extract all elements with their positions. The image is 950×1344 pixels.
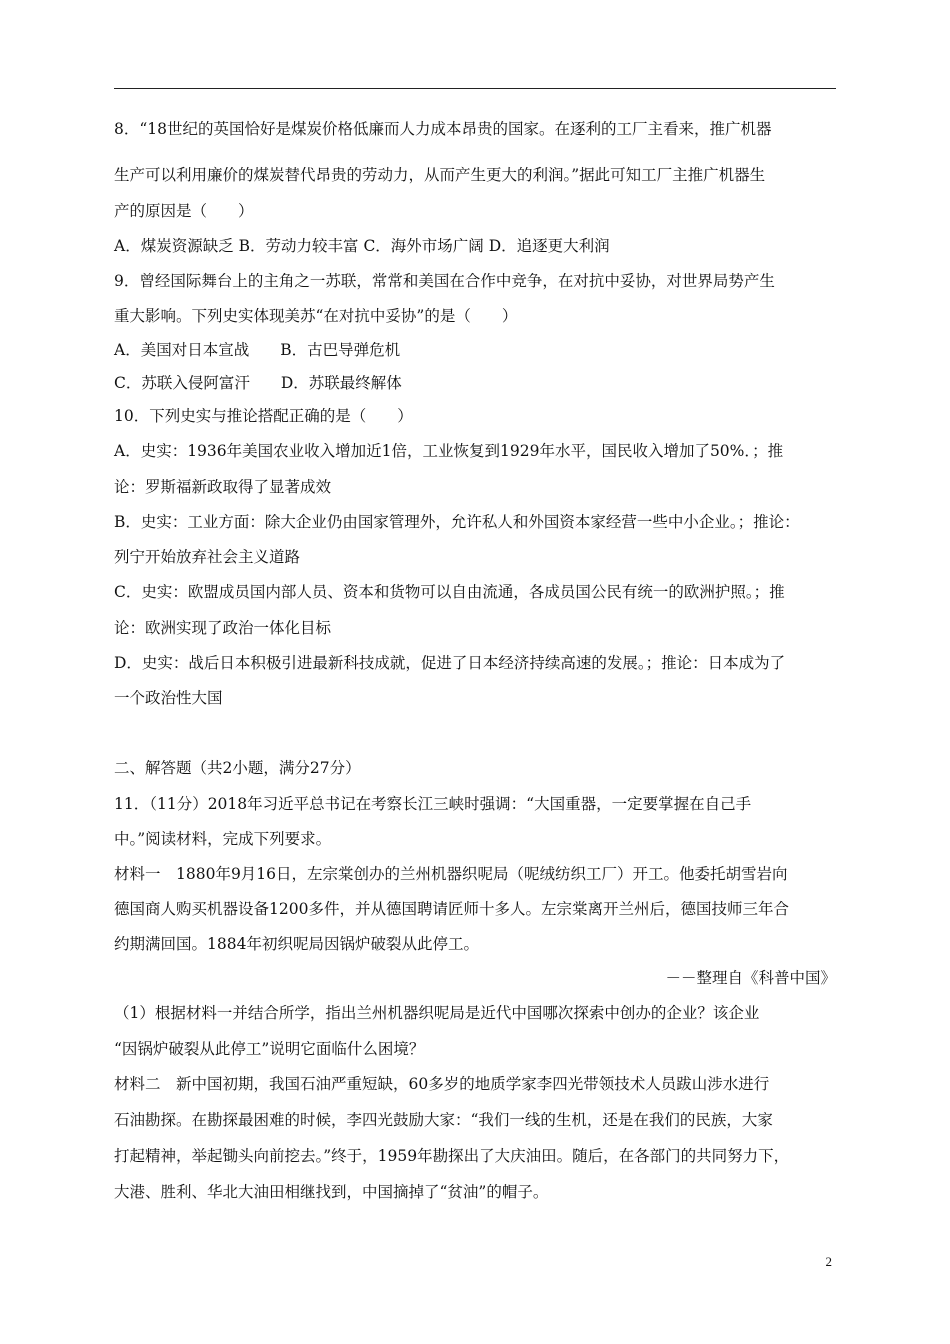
q10-option-a-line-1: A．史实：1936年美国农业收入增加近1倍，工业恢复到1929年水平，国民收入增加了50%．；推 — [114, 442, 784, 460]
q10-stem: 10．下列史实与推论搭配正确的是（ ） — [114, 407, 413, 425]
material-1-line-1: 材料一 1880年9月16日，左宗棠创办的兰州机器织呢局（呢绒纺织工厂）开工。他委托胡雪岩向 — [114, 865, 788, 883]
q10-option-c-line-2: 论：欧洲实现了政治一体化目标 — [114, 619, 332, 637]
q8-text-line-3: 产的原因是（ ） — [114, 202, 254, 220]
material-2-line-1: 材料二 新中国初期，我国石油严重短缺，60多岁的地质学家李四光带领技术人员跋山涉水进行 — [114, 1075, 770, 1093]
q11-part-1-line-1: （1）根据材料一并结合所学，指出兰州机器织呢局是近代中国哪次探索中创办的企业？该企业 — [114, 1004, 760, 1022]
material-2-line-2: 石油勘探。在勘探最困难的时候，李四光鼓励大家：“我们一线的生机，还是在我们的民族，大家 — [114, 1111, 773, 1129]
q9-options-cd: C．苏联入侵阿富汗 D．苏联最终解体 — [114, 374, 402, 392]
material-1-line-2: 德国商人购买机器设备1200多件，并从德国聘请匠师十多人。左宗棠离开兰州后，德国技师三年合 — [114, 900, 789, 918]
q10-option-b-line-2: 列宁开始放弃社会主义道路 — [114, 548, 301, 566]
section-heading: 二、解答题（共2小题，满分27分） — [114, 759, 361, 777]
q10-option-d-line-2: 一个政治性大国 — [114, 689, 223, 707]
q10-option-a-line-2: 论：罗斯福新政取得了显著成效 — [114, 478, 332, 496]
q10-option-b-line-1: B．史实：工业方面：除大企业仍由国家管理外，允许私人和外国资本家经营一些中小企业。；推论： — [114, 513, 800, 531]
material-2-line-3: 打起精神，举起锄头向前挖去。”终于，1959年勘探出了大庆油田。随后，在各部门的共同努力下， — [114, 1147, 790, 1165]
material-1-source: －－整理自《科普中国》 — [665, 969, 836, 987]
q8-text-line-2: 生产可以利用廉价的煤炭替代昂贵的劳动力，从而产生更大的利润。”据此可知工厂主推广机器生 — [114, 166, 766, 184]
page-number: 2 — [825, 1254, 832, 1269]
q9-text-line-1: 9．曾经国际舞台上的主角之一苏联，常常和美国在合作中竞争，在对抗中妥协，对世界局势产生 — [114, 272, 775, 290]
material-1-line-3: 约期满回国。1884年初织呢局因锅炉破裂从此停工。 — [114, 935, 479, 953]
q8-options: A．煤炭资源缺乏 B．劳动力较丰富 C．海外市场广阔 D．追逐更大利润 — [114, 237, 610, 255]
q11-part-1-line-2: “因锅炉破裂从此停工”说明它面临什么困境？ — [114, 1040, 425, 1058]
q10-option-c-line-1: C．史实：欧盟成员国内部人员、资本和货物可以自由流通，各成员国公民有统一的欧洲护照。；推 — [114, 583, 785, 601]
q9-text-line-2: 重大影响。下列史实体现美苏“在对抗中妥协”的是（ ） — [114, 307, 518, 325]
material-2-line-4: 大港、胜利、华北大油田相继找到，中国摘掉了“贫油”的帽子。 — [114, 1183, 549, 1201]
q11-stem-line-1: 11．（11分）2018年习近平总书记在考察长江三峡时强调：“大国重器，一定要掌握在自己手 — [114, 795, 752, 813]
header-rule — [114, 88, 836, 89]
q8-text-line-1: 8．“18世纪的英国恰好是煤炭价格低廉而人力成本昂贵的国家。在逐利的工厂主看来，推广机器 — [114, 120, 772, 138]
q10-option-d-line-1: D．史实：战后日本积极引进最新科技成就，促进了日本经济持续高速的发展。；推论：日本成为了 — [114, 654, 786, 672]
q11-stem-line-2: 中。”阅读材料，完成下列要求。 — [114, 830, 332, 848]
q9-options-ab: A．美国对日本宣战 B．古巴导弹危机 — [114, 341, 401, 359]
